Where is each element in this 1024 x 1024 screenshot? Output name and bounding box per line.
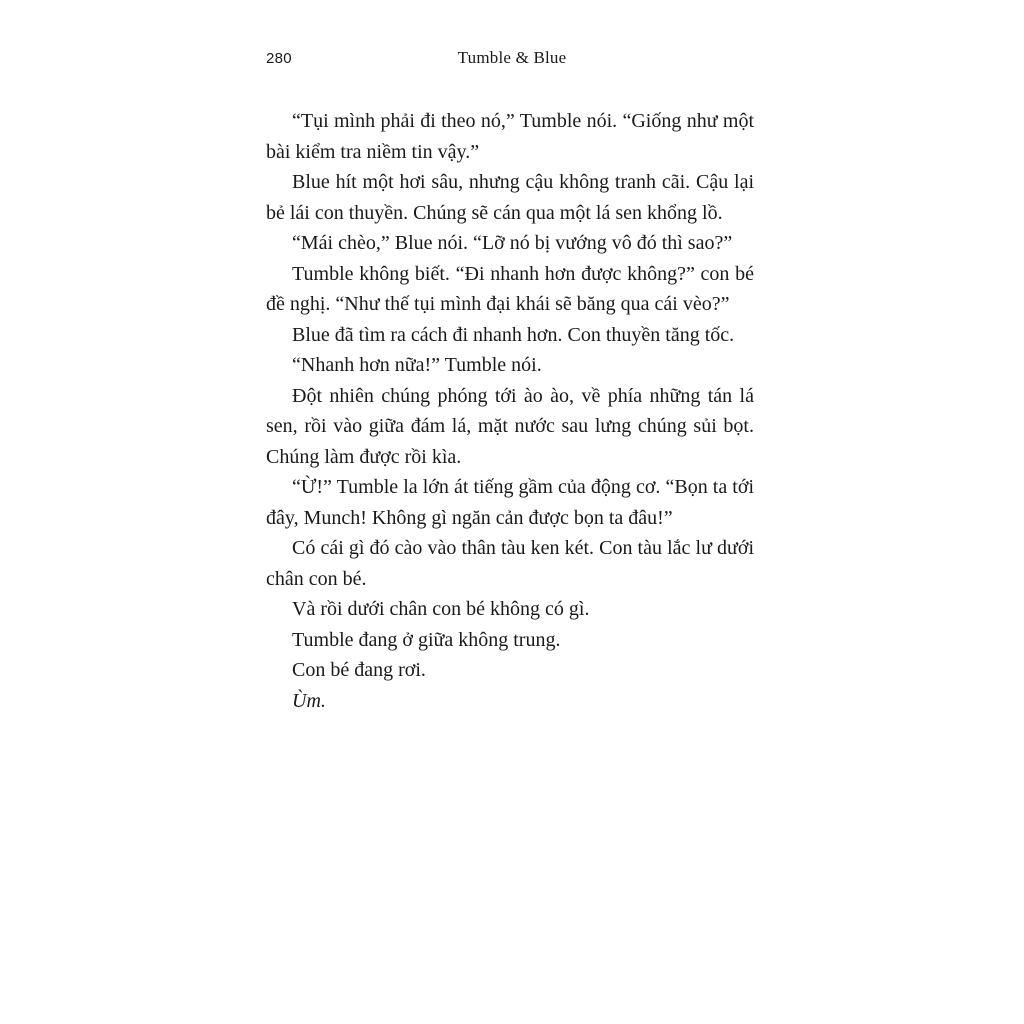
paragraph: Và rồi dưới chân con bé không có gì.	[292, 598, 590, 620]
paragraph: Có cái gì đó cào vào thân tàu ken két. Con tàu lắc lư dưới chân con bé.	[266, 537, 754, 590]
paragraph: Con bé đang rơi.	[292, 659, 426, 681]
paragraph: Tumble đang ở giữa không trung.	[292, 628, 561, 651]
paragraph-italic: Ùm.	[292, 689, 326, 712]
paragraph: “Nhanh hơn nữa!” Tumble nói.	[292, 354, 542, 376]
body-text	[266, 106, 754, 716]
paragraph: Blue đã tìm ra cách đi nhanh hơn. Con thuyền tăng tốc.	[292, 323, 735, 346]
paragraph: Blue hít một hơi sâu, nhưng cậu không tranh cãi. Cậu lại bẻ lái con thuyền. Chúng sẽ cán qua một lá sen khổng lồ.	[266, 171, 754, 224]
paragraph: “Tụi mình phải đi theo nó,” Tumble nói. “Giống như một bài kiểm tra niềm tin vậy.”	[266, 110, 754, 163]
running-title: Tumble & Blue	[457, 48, 567, 67]
paragraph: “Mái chèo,” Blue nói. “Lỡ nó bị vướng vô đó thì sao?”	[292, 232, 733, 254]
paragraph: Đột nhiên chúng phóng tới ào ào, về phía những tán lá sen, rồi vào giữa đám lá, mặt nước sau lưng chúng sủi bọt. Chúng làm được rồi kìa.	[266, 384, 754, 468]
paragraph: “Ừ!” Tumble la lớn át tiếng gầm của động cơ. “Bọn ta tới đây, Munch! Không gì ngăn cản được bọn ta đâu!”	[266, 476, 754, 529]
page-number: 280	[266, 50, 292, 67]
paragraph: Tumble không biết. “Đi nhanh hơn được không?” con bé đề nghị. “Như thế tụi mình đại khái sẽ băng qua cái vèo?”	[266, 262, 754, 315]
